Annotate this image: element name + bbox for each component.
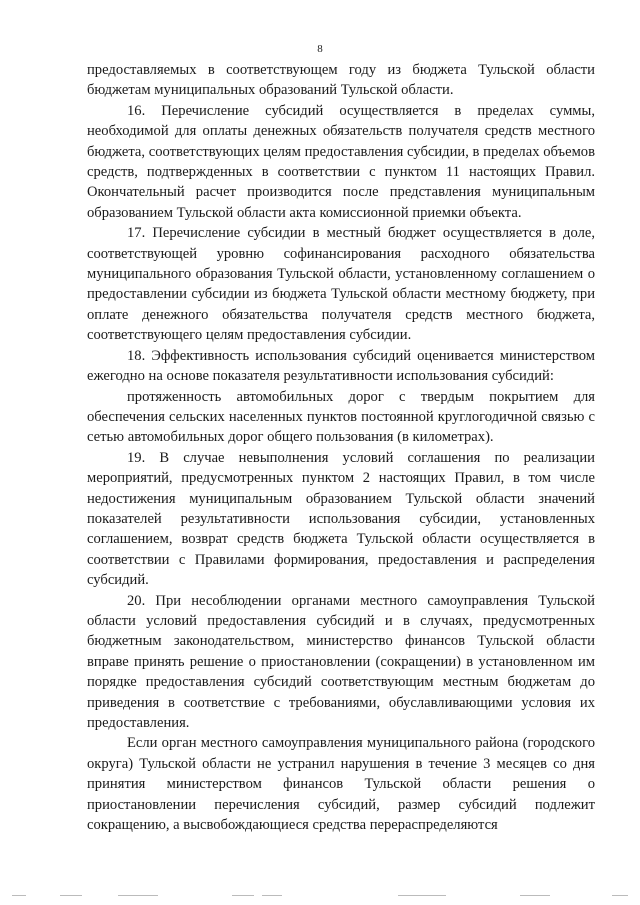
scan-edge-artifacts	[0, 895, 640, 899]
paragraph-20: 20. При несоблюдении органами местного самоуправления Тульской области условий предоставления субсидий и в случаях, предусмотренных бюджетным законодательством, министерство финансов Тульской области вправе принять решение о приостановлении (сокращении) в установленном им порядке предоставления субсидий соответствующим местным бюджетам до приведения в соответствие с требованиями, обуславливающими условия их предоставления.	[87, 592, 595, 731]
paragraph-17: 17. Перечисление субсидии в местный бюджет осуществляется в доле, соответствующей уровню софинансирования расходного обязательства муниципального образования Тульской области, установленному соглашением о предоставлении субсидии из бюджета Тульской области местному бюджету, при оплате денежного обязательства получателя средств местного бюджета, соответствующего целям предоставления субсидии.	[87, 225, 595, 344]
paragraph-19: 19. В случае невыполнения условий соглашения по реализации мероприятий, предусмотренных пунктом 2 настоящих Правил, в том числе недостижения муниципальным образованием Тульской области значений показателей результативности использования субсидии, установленных соглашением, возврат средств бюджета Тульской области осуществляется в соответствии с Правилами формирования, предоставления и распределения субсидий.	[87, 449, 595, 589]
document-body	[87, 60, 595, 835]
paragraph-18-indicator: протяженность автомобильных дорог с твердым покрытием для обеспечения сельских населенных пунктов постоянной круглогодичной связью с сетью автомобильных дорог общего пользования (в километрах).	[87, 388, 595, 446]
paragraph-18: 18. Эффективность использования субсидий оценивается министерством ежегодно на основе показателя результативности использования субсидий:	[87, 347, 595, 385]
paragraph-continuation: предоставляемых в соответствующем году из бюджета Тульской области бюджетам муниципальных образований Тульской области.	[87, 62, 595, 99]
page-number: 8	[317, 43, 323, 55]
paragraph-16: 16. Перечисление субсидий осуществляется в пределах суммы, необходимой для оплаты денежных обязательств получателя средств местного бюджета, соответствующих целям предоставления субсидии, в пределах объемов средств, подтвержденных в соответствии с пунктом 11 настоящих Правил. Окончательный расчет производится после представления муниципальным образованием Тульской области акта комиссионной приемки объекта.	[87, 102, 595, 221]
paragraph-20-continued: Если орган местного самоуправления муниципального района (городского округа) Тульской области не устранил нарушения в течение 3 месяцев со дня принятия министерством финансов Тульской области решения о приостановлении перечисления субсидий, размер субсидий подлежит сокращению, а высвобождающиеся средства перераспределяются	[87, 735, 595, 834]
